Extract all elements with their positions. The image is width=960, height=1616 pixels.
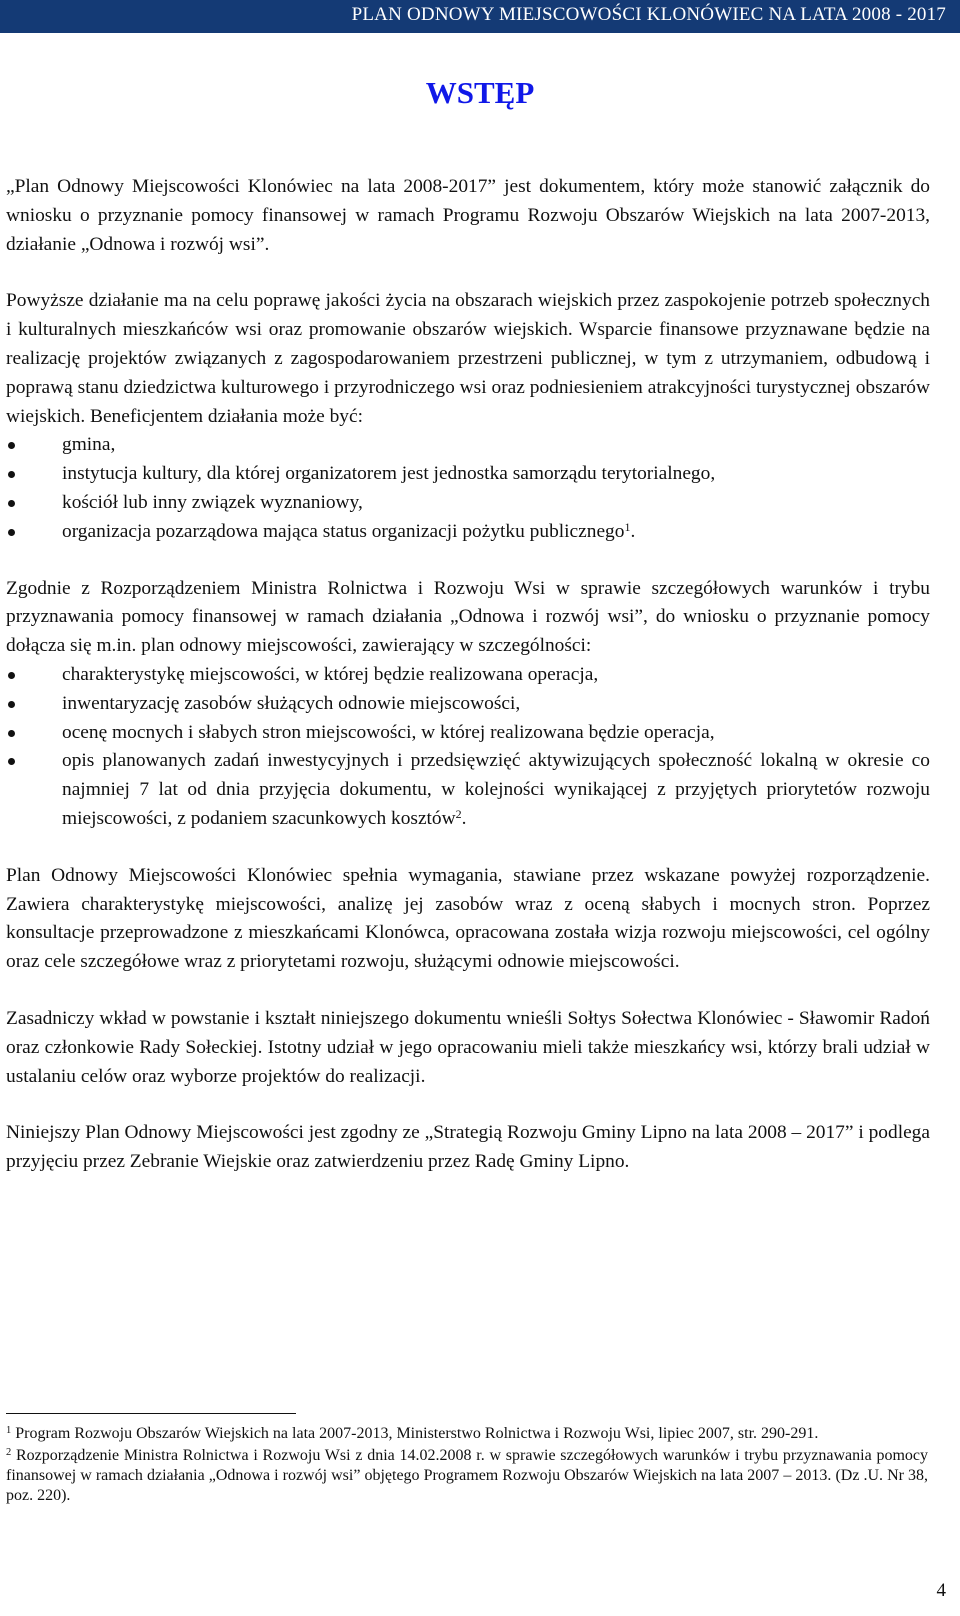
list-item xyxy=(6,489,930,518)
document-header-title: PLAN ODNOWY MIEJSCOWOŚCI KLONÓWIEC NA LATA 2008 - 2017 xyxy=(351,4,946,25)
footnote-ref: 2 xyxy=(455,806,462,821)
bullet-icon xyxy=(8,500,15,507)
list-item xyxy=(6,719,930,748)
paragraph-compliance: Plan Odnowy Miejscowości Klonówiec spełnia wymagania, stawiane przez wskazane powyżej rozporządzenie. Zawiera charakterystykę miejscowości, analizę jej zasobów wraz z oceną słabych i mocnych stron. Poprzez konsultacje przeprowadzone z mieszkańcami Klonówca, opracowana została wizja rozwoju miejscowości, cel ogólny oraz cele szczegółowe wraz z priorytetami rozwoju, służącymi odnowie miejscowości. xyxy=(6,864,930,973)
list-item-text: gmina, xyxy=(62,434,116,456)
list-item xyxy=(6,690,930,719)
list-item-text: instytucja kultury, dla której organizatorem jest jednostka samorządu terytorialnego, xyxy=(62,463,716,485)
list-item-text: inwentaryzację zasobów służących odnowie miejscowości, xyxy=(62,692,521,714)
bullet-icon xyxy=(8,758,15,765)
footnote-number: 2 xyxy=(6,1447,12,1458)
list-item xyxy=(6,518,930,547)
footnote-text: Rozporządzenie Ministra Rolnictwa i Rozwoju Wsi z dnia 14.02.2008 r. w sprawie szczegółowych warunków i trybu przyznawania pomocy finansowej w ramach działania „Odnowa i rozwój wsi” objętego Programem Rozwoju Obszarów Wiejskich na lata 2007 – 2013. (Dz .U. Nr 38, poz. 220). xyxy=(6,1447,928,1504)
list-item-text: organizacja pozarządowa mająca status organizacji pożytku publicznego xyxy=(62,520,625,542)
list-item xyxy=(6,661,930,690)
bullet-icon xyxy=(8,471,15,478)
footnote-divider xyxy=(6,1413,296,1414)
paragraph-regulation: Zgodnie z Rozporządzeniem Ministra Rolnictwa i Rozwoju Wsi w sprawie szczegółowych warunków i trybu przyznawania pomocy finansowej w ramach działania „Odnowa i rozwój wsi”, do wniosku o przyznanie pomocy dołącza się m.in. plan odnowy miejscowości, zawierający w szczególności: xyxy=(6,577,930,657)
bullet-icon xyxy=(8,529,15,536)
footnotes xyxy=(6,1424,928,1508)
paragraph-intro: „Plan Odnowy Miejscowości Klonówiec na lata 2008-2017” jest dokumentem, który może stanowić załącznik do wniosku o przyznanie pomocy finansowej w ramach Programu Rozwoju Obszarów Wiejskich na lata 2007-2013, działanie „Odnowa i rozwój wsi”. xyxy=(6,176,930,255)
footnote-ref: 1 xyxy=(624,519,631,534)
footnote-2 xyxy=(6,1446,928,1506)
document-header-bar xyxy=(0,0,960,33)
list-item-end: . xyxy=(630,520,636,542)
bullet-icon xyxy=(8,672,15,679)
document-body xyxy=(6,173,930,1177)
list-item-text: ocenę mocnych i słabych stron miejscowości, w której realizowana będzie operacja, xyxy=(62,721,715,743)
list-item-text: opis planowanych zadań inwestycyjnych i przedsięwzięć aktywizujących społeczność lokalną w okresie co najmniej 7 lat od dnia przyjęcia dokumentu, w kolejności wynikającej z przyjętych priorytetów rozwoju miejscowości, z podaniem szacunkowych kosztów xyxy=(62,750,930,829)
list-item-text: kościół lub inny związek wyznaniowy, xyxy=(62,491,363,513)
paragraph-action-goals: Powyższe działanie ma na celu poprawę jakości życia na obszarach wiejskich przez zaspokojenie potrzeb społecznych i kulturalnych mieszkańców wsi oraz promowanie obszarów wiejskich. Wsparcie finansowe przyznawane będzie na realizację projektów związanych z zagospodarowaniem przestrzeni publicznej, w tym z utrzymaniem, odbudową i poprawą stanu dziedzictwa kulturowego i przyrodniczego wsi oraz podniesieniem atrakcyjności turystycznej obszarów wiejskich. Beneficjentem działania może być: xyxy=(6,290,930,427)
list-item-end: . xyxy=(461,807,467,829)
footnote-number: 1 xyxy=(6,1425,12,1436)
bullet-icon xyxy=(8,701,15,708)
list-item xyxy=(6,747,930,833)
paragraph-contributors: Zasadniczy wkład w powstanie i kształt niniejszego dokumentu wnieśli Sołtys Sołectwa Klonówiec - Sławomir Radoń oraz członkowie Rady Sołeckiej. Istotny udział w jego opracowaniu mieli także mieszkańcy wsi, którzy brali udział w ustalaniu celów oraz wyborze projektów do realizacji. xyxy=(6,1007,930,1087)
bullet-icon xyxy=(8,442,15,449)
bullet-icon xyxy=(8,730,15,737)
footnote-1 xyxy=(6,1424,928,1444)
list-item xyxy=(6,460,930,489)
page-title: WSTĘP xyxy=(425,75,535,110)
list-item xyxy=(6,431,930,460)
list-item-text: charakterystykę miejscowości, w której będzie realizowana operacja, xyxy=(62,663,599,685)
footnote-text: Program Rozwoju Obszarów Wiejskich na lata 2007-2013, Ministerstwo Rolnictwa i Rozwoju Wsi, lipiec 2007, str. 290-291. xyxy=(11,1425,819,1442)
page-number: 4 xyxy=(936,1580,946,1601)
paragraph-strategy: Niniejszy Plan Odnowy Miejscowości jest zgodny ze „Strategią Rozwoju Gminy Lipno na lata 2008 – 2017” i podlega przyjęciu przez Zebranie Wiejskie oraz zatwierdzeniu przez Radę Gminy Lipno. xyxy=(6,1122,930,1173)
beneficiaries-list xyxy=(6,431,930,546)
plan-contents-list xyxy=(6,661,930,834)
